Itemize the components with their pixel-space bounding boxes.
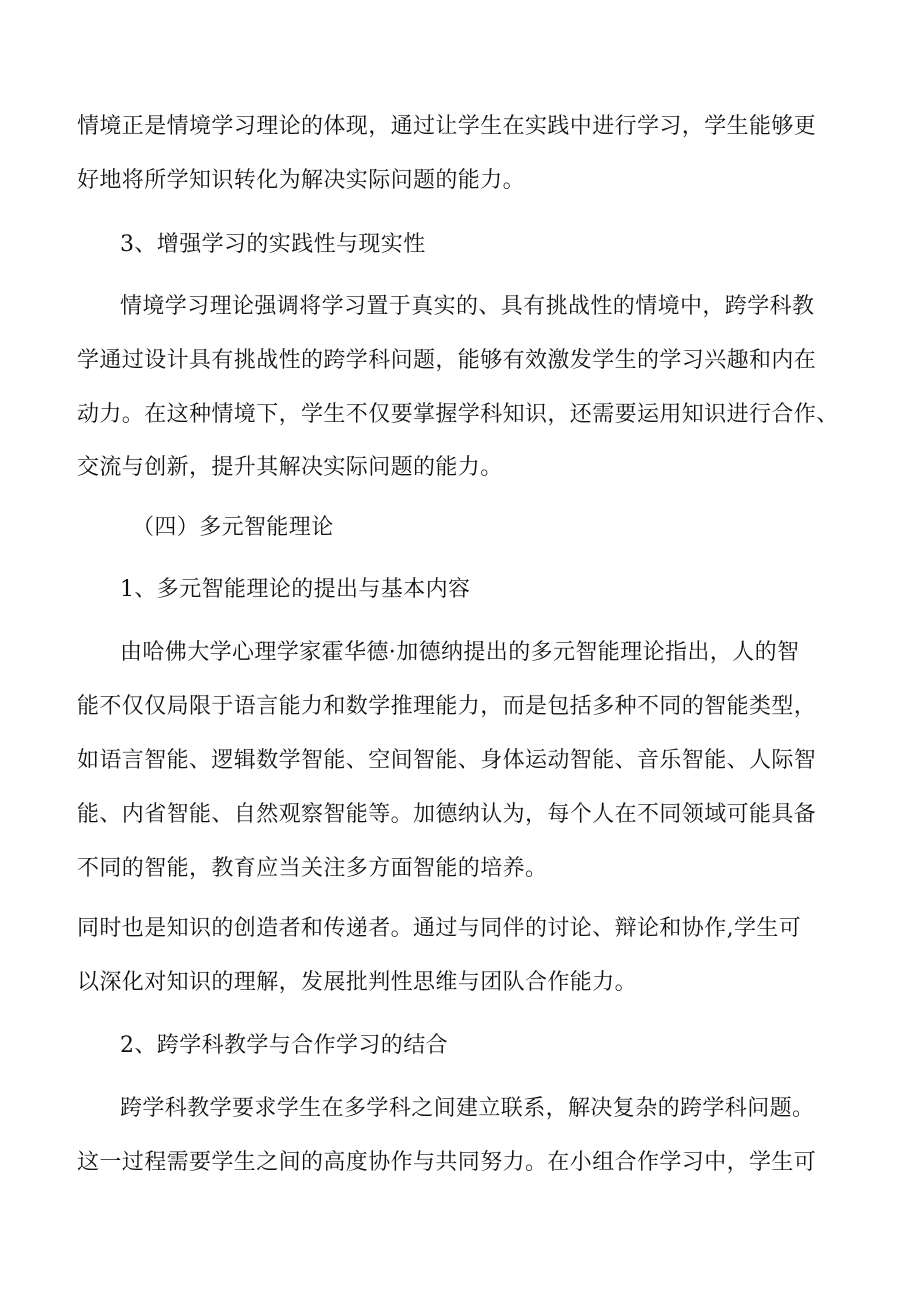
- text-line-11: 能不仅仅局限于语言能力和数学推理能力，而是包括多种不同的智能类型，: [77, 694, 817, 719]
- text-line-2: 好地将所学知识转化为解决实际问题的能力。: [77, 168, 526, 193]
- text-line-5: 学通过设计具有挑战性的跨学科问题，能够有效激发学生的学习兴趣和内在: [77, 348, 817, 373]
- text-line-16: 以深化对知识的理解，发展批判性思维与团队合作能力。: [77, 970, 638, 995]
- text-line-4: 情境学习理论强调将学习置于真实的、具有挑战性的情境中，跨学科教: [120, 294, 815, 319]
- text-line-10: 由哈佛大学心理学家霍华德·加德纳提出的多元智能理论指出，人的智: [120, 640, 800, 665]
- section-heading-1: 1、多元智能理论的提出与基本内容: [120, 577, 471, 602]
- section-heading-2: 2、跨学科教学与合作学习的结合: [120, 1033, 448, 1058]
- text-line-7: 交流与创新，提升其解决实际问题的能力。: [77, 455, 503, 480]
- text-line-6: 动力。在这种情境下，学生不仅要掌握学科知识，还需要运用知识进行合作、: [77, 402, 839, 427]
- section-heading-3: 3、增强学习的实践性与现实性: [120, 232, 426, 257]
- text-line-18: 跨学科教学要求学生在多学科之间建立联系，解决复杂的跨学科问题。: [120, 1096, 815, 1121]
- text-line-1: 情境正是情境学习理论的体现，通过让学生在实践中进行学习，学生能够更: [77, 114, 817, 139]
- text-line-14: 不同的智能，教育应当关注多方面智能的培养。: [77, 856, 548, 881]
- text-line-19: 这一过程需要学生之间的高度协作与共同努力。在小组合作学习中，学生可: [77, 1150, 817, 1175]
- text-line-13: 能、内省智能、自然观察智能等。加德纳认为，每个人在不同领域可能具备: [77, 802, 817, 827]
- text-line-15: 同时也是知识的创造者和传递者。通过与同伴的讨论、辩论和协作,学生可: [77, 916, 802, 941]
- text-line-12: 如语言智能、逻辑数学智能、空间智能、身体运动智能、音乐智能、人际智: [77, 748, 817, 773]
- section-heading-four: （四）多元智能理论: [132, 515, 334, 540]
